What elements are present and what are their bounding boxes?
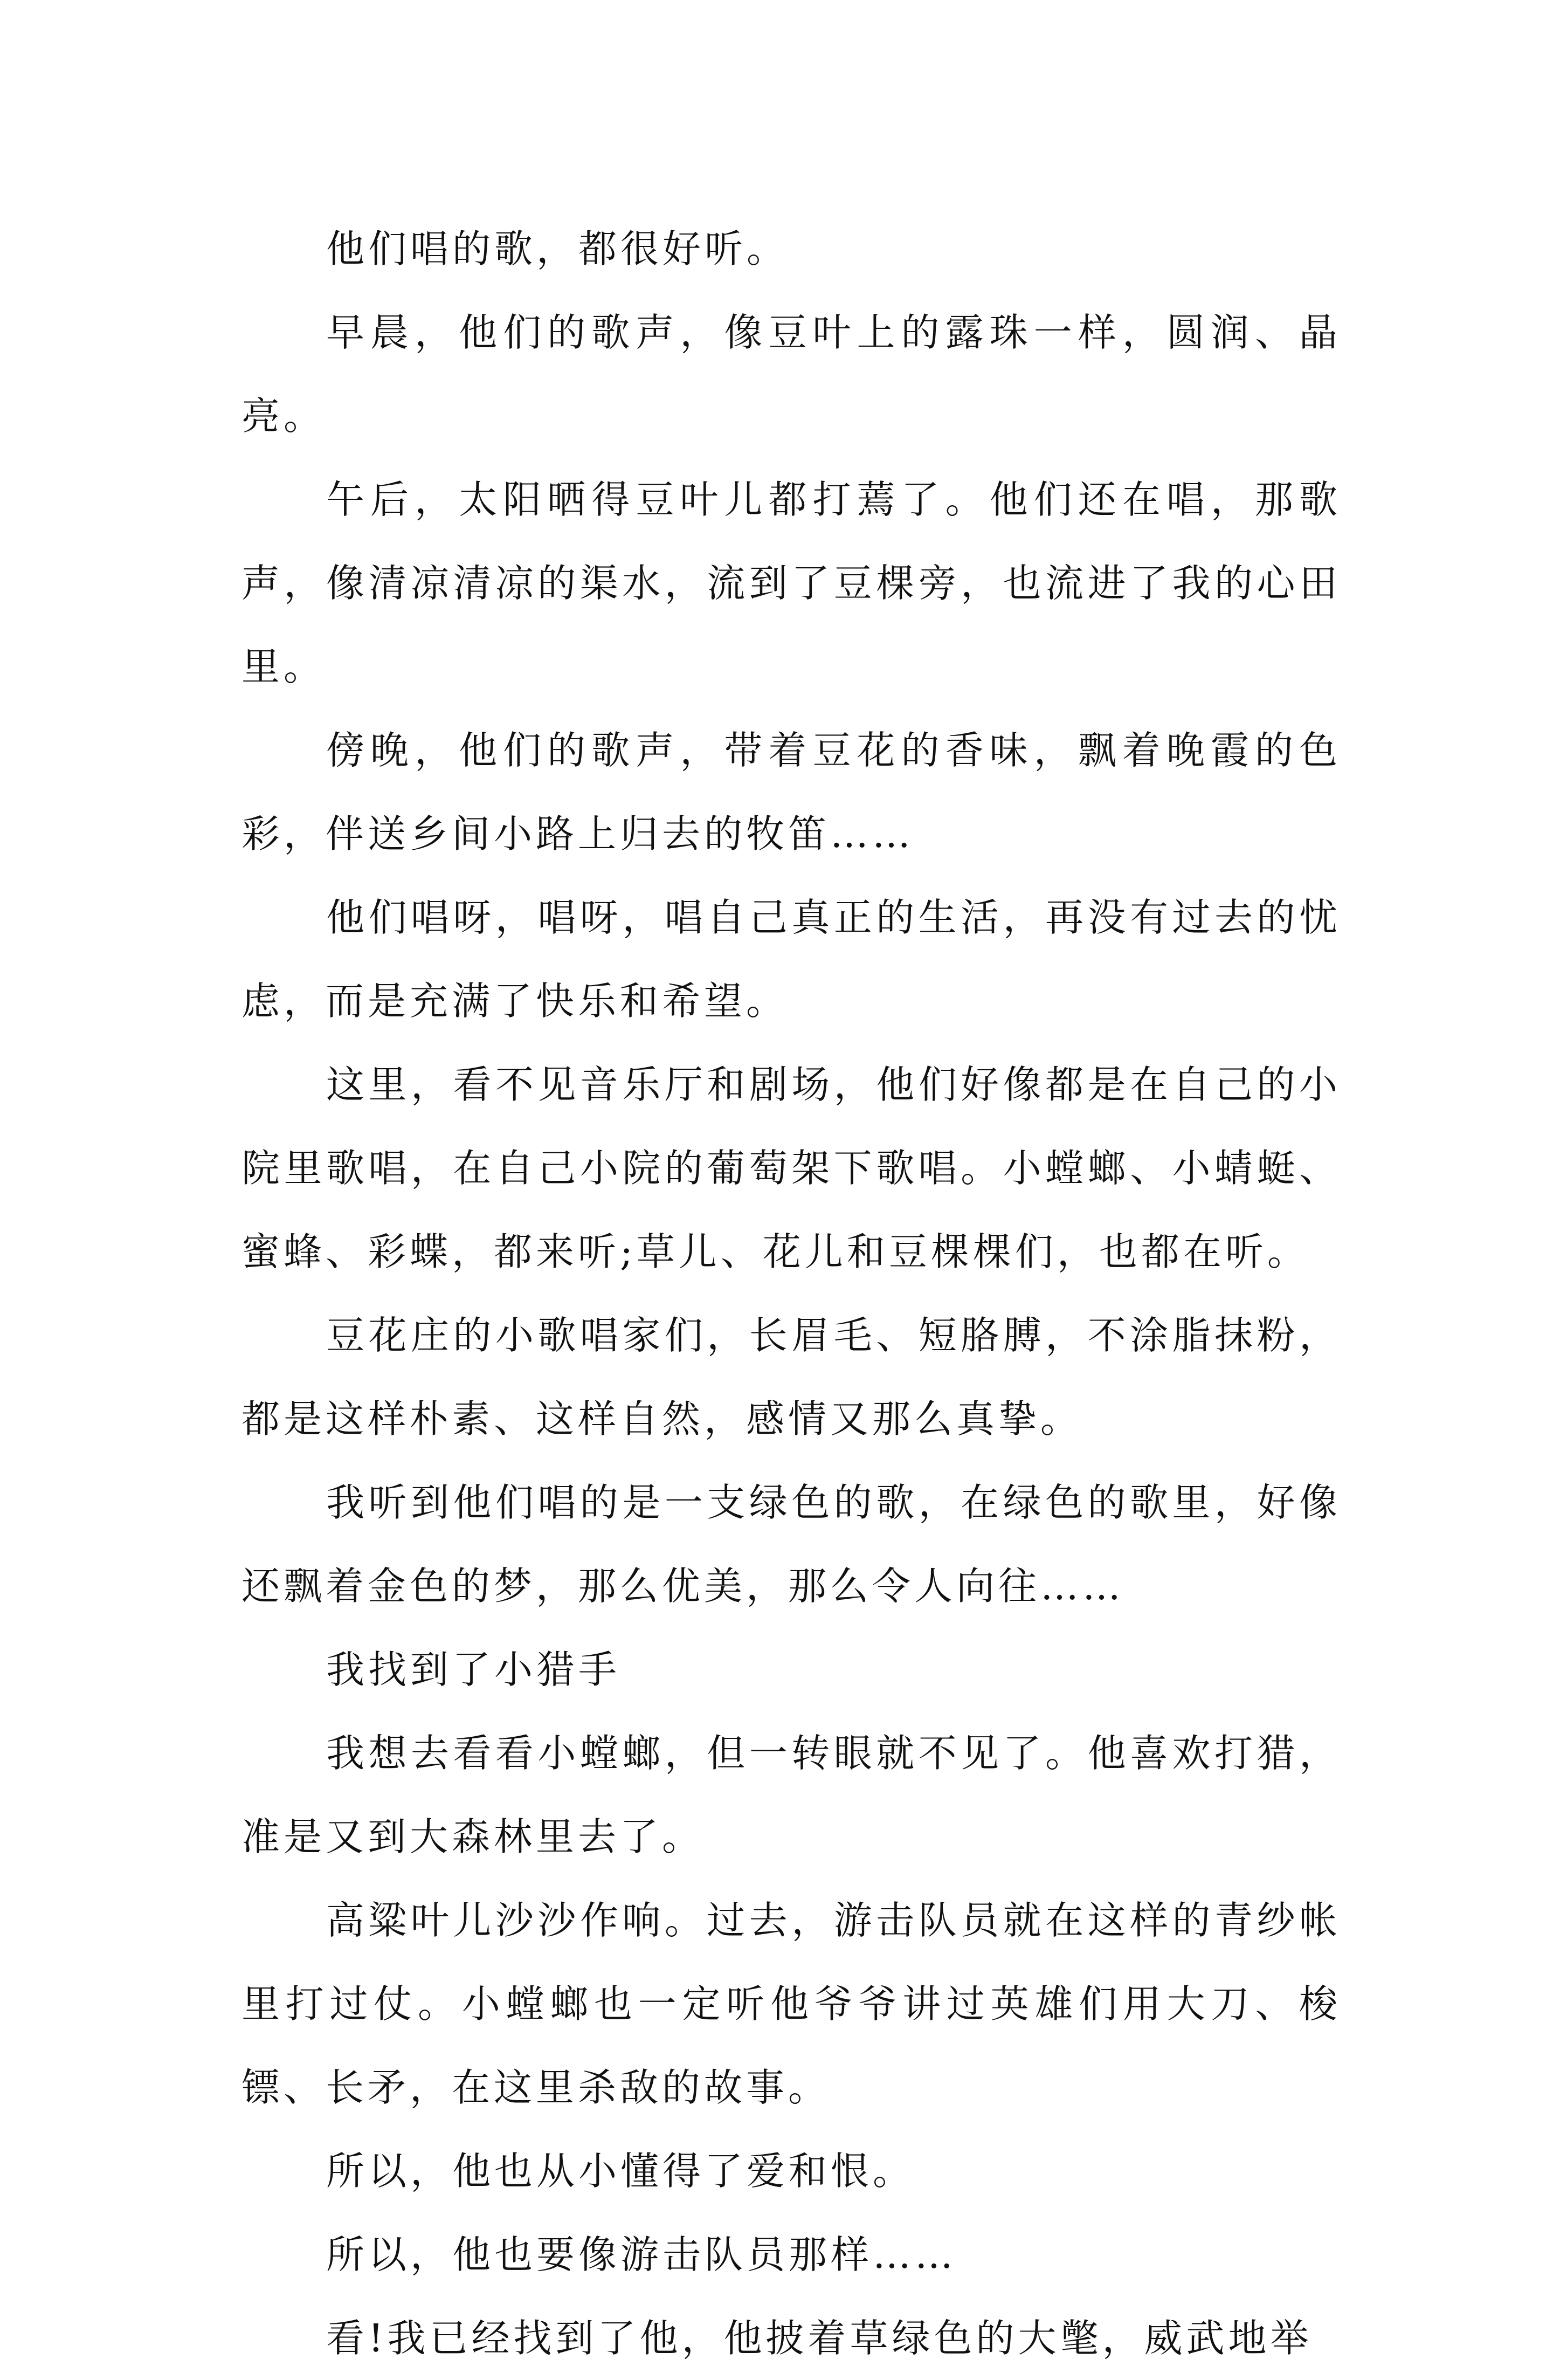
paragraph: 所以，他也要像游击队员那样…… xyxy=(326,2232,957,2277)
body-text xyxy=(241,207,1341,2380)
paragraph: 我听到他们唱的是一支绿色的歌，在绿色的歌里，好像还飘着金色的梦，那么优美，那么令人向往…… xyxy=(241,1480,1341,1608)
paragraph: 傍晚，他们的歌声，带着豆花的香味，飘着晚霞的色彩，伴送乡间小路上归去的牧笛…… xyxy=(241,728,1341,856)
paragraph: 他们唱的歌，都很好听。 xyxy=(326,226,789,271)
paragraph: 他们唱呀，唱呀，唱自己真正的生活，再没有过去的忧虑，而是充满了快乐和希望。 xyxy=(241,895,1341,1023)
paragraph: 所以，他也从小懂得了爱和恨。 xyxy=(326,2149,915,2193)
paragraph: 我想去看看小螳螂，但一转眼就不见了。他喜欢打猎，准是又到大森林里去了。 xyxy=(241,1731,1341,1859)
paragraph: 看!我已经找到了他，他披着草绿色的大氅，威武地举 xyxy=(326,2316,1313,2361)
paragraph: 午后，太阳晒得豆叶儿都打蔫了。他们还在唱，那歌声，像清凉清凉的渠水，流到了豆棵旁，也流进了我的心田里。 xyxy=(241,477,1341,689)
paragraph: 这里，看不见音乐厅和剧场，他们好像都是在自己的小院里歌唱，在自己小院的葡萄架下歌唱。小螳螂、小蜻蜓、蜜蜂、彩蝶，都来听;草儿、花儿和豆棵棵们，也都在听。 xyxy=(241,1062,1341,1274)
paragraph: 早晨，他们的歌声，像豆叶上的露珠一样，圆润、晶亮。 xyxy=(241,310,1341,438)
paragraph: 高粱叶儿沙沙作响。过去，游击队员就在这样的青纱帐里打过仗。小螳螂也一定听他爷爷讲过英雄们用大刀、梭镖、长矛，在这里杀敌的故事。 xyxy=(241,1898,1341,2110)
section-heading: 我找到了小猎手 xyxy=(326,1647,621,1692)
paragraph: 豆花庄的小歌唱家们，长眉毛、短胳膊，不涂脂抹粉，都是这样朴素、这样自然，感情又那么真挚。 xyxy=(241,1313,1341,1441)
